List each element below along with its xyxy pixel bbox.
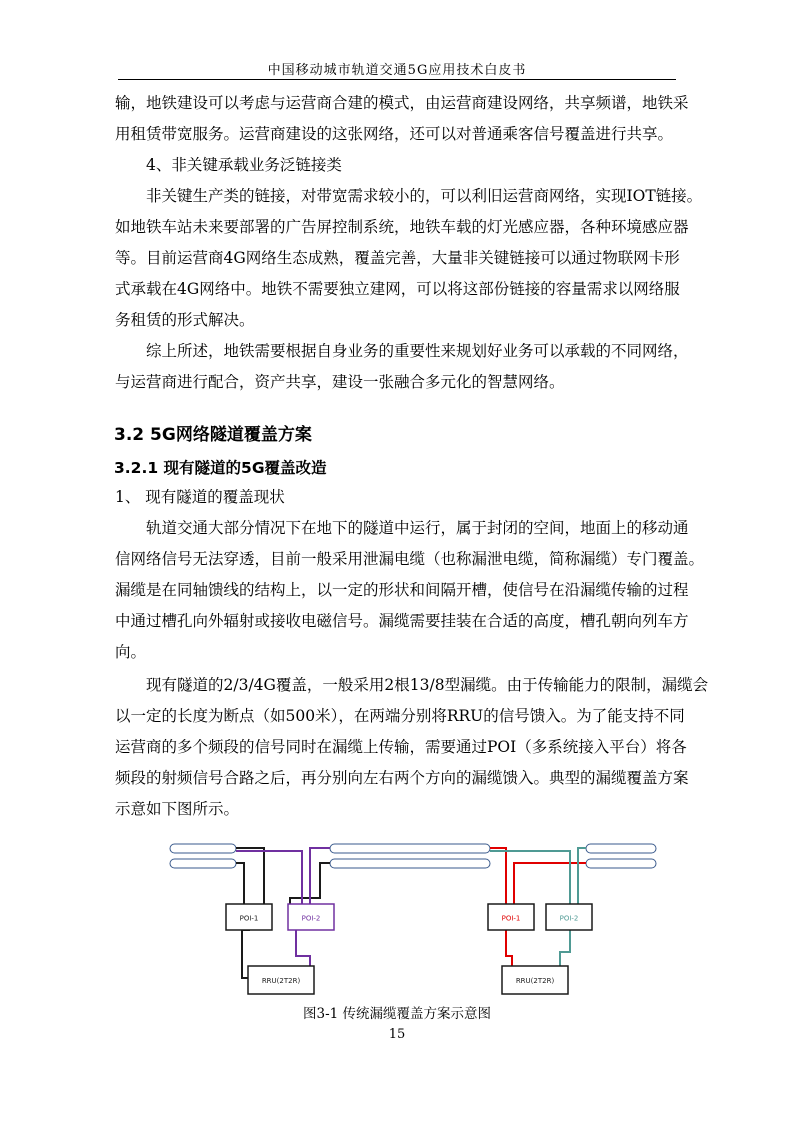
body-line-1: 输，地铁建设可以考虑与运营商合建的模式，由运营商建设网络，共享频谱，地铁采 — [115, 94, 689, 112]
list-heading-4: 4、非关键承载业务泛链接类 — [146, 156, 342, 174]
body-line-8: 务租赁的形式解决。 — [115, 311, 255, 329]
cable-left-top — [170, 844, 236, 853]
body2-line-3: 漏缆是在同轴馈线的结构上，以一定的形状和间隔开槽，使信号在沿漏缆传输的过程 — [115, 581, 689, 599]
header-rule — [118, 79, 676, 80]
body2-line-5: 向。 — [115, 643, 147, 661]
body-line-6: 等。目前运营商4G网络生态成熟，覆盖完善，大量非关键链接可以通过物联网卡形 — [115, 249, 680, 267]
cable-left-bottom — [170, 859, 236, 868]
left-poi2-label: POI-2 — [301, 914, 321, 923]
body2-line-10: 示意如下图所示。 — [115, 800, 240, 818]
item-heading: 1、 现有隧道的覆盖现状 — [115, 488, 285, 506]
body2-line-8: 运营商的多个频段的信号同时在漏缆上传输，需要通过POI（多系统接入平台）将各 — [115, 738, 687, 756]
figure-caption: 图3-1 传统漏缆覆盖方案示意图 — [302, 1006, 492, 1022]
body-line-2: 用租赁带宽服务。运营商建设的这张网络，还可以对普通乘客信号覆盖进行共享。 — [115, 125, 674, 143]
body-line-5: 如地铁车站未来要部署的广告屏控制系统，地铁车载的灯光感应器，各种环境感应器 — [115, 218, 689, 236]
body-line-10: 与运营商进行配合，资产共享，建设一张融合多元化的智慧网络。 — [115, 373, 565, 391]
body-line-4: 非关键生产类的链接，对带宽需求较小的，可以利旧运营商网络，实现IOT链接。 — [146, 187, 703, 205]
body2-line-6: 现有隧道的2/3/4G覆盖，一般采用2根13/8型漏缆。由于传输能力的限制，漏缆会 — [146, 676, 709, 694]
body-line-7: 式承载在4G网络中。地铁不需要独立建网，可以将这部份链接的容量需求以网络服 — [115, 280, 680, 298]
body2-line-9: 频段的射频信号合路之后，再分别向左右两个方向的漏缆馈入。典型的漏缆覆盖方案 — [115, 769, 689, 787]
leaky-cable-diagram — [160, 836, 660, 1001]
cable-mid-bottom — [330, 859, 490, 868]
cable-right-top — [586, 844, 656, 853]
right-rru-label: RRU(2T2R) — [515, 977, 555, 985]
left-poi1-label: POI-1 — [239, 914, 259, 923]
right-poi2-label: POI-2 — [559, 914, 579, 923]
body2-line-4: 中通过槽孔向外辐射或接收电磁信号。漏缆需要挂装在合适的高度，槽孔朝向列车方 — [115, 612, 689, 630]
body2-line-2: 信网络信号无法穿透，目前一般采用泄漏电缆（也称漏泄电缆，简称漏缆）专门覆盖。 — [115, 550, 705, 568]
body-line-9: 综上所述，地铁需要根据自身业务的重要性来规划好业务可以承载的不同网络， — [146, 342, 689, 360]
left-rru-label: RRU(2T2R) — [261, 977, 301, 985]
right-poi1-label: POI-1 — [501, 914, 521, 923]
cable-mid-top — [330, 844, 490, 853]
body2-line-7: 以一定的长度为断点（如500米），在两端分别将RRU的信号馈入。为了能支持不同 — [115, 707, 685, 725]
page-number: 15 — [388, 1027, 406, 1042]
section-heading: 3.2 5G网络隧道覆盖方案 — [114, 425, 312, 445]
cable-right-bottom — [586, 859, 656, 868]
body2-line-1: 轨道交通大部分情况下在地下的隧道中运行，属于封闭的空间，地面上的移动通 — [146, 519, 689, 537]
running-header: 中国移动城市轨道交通5G应用技术白皮书 — [267, 63, 527, 78]
subsection-heading: 3.2.1 现有隧道的5G覆盖改造 — [114, 459, 327, 477]
